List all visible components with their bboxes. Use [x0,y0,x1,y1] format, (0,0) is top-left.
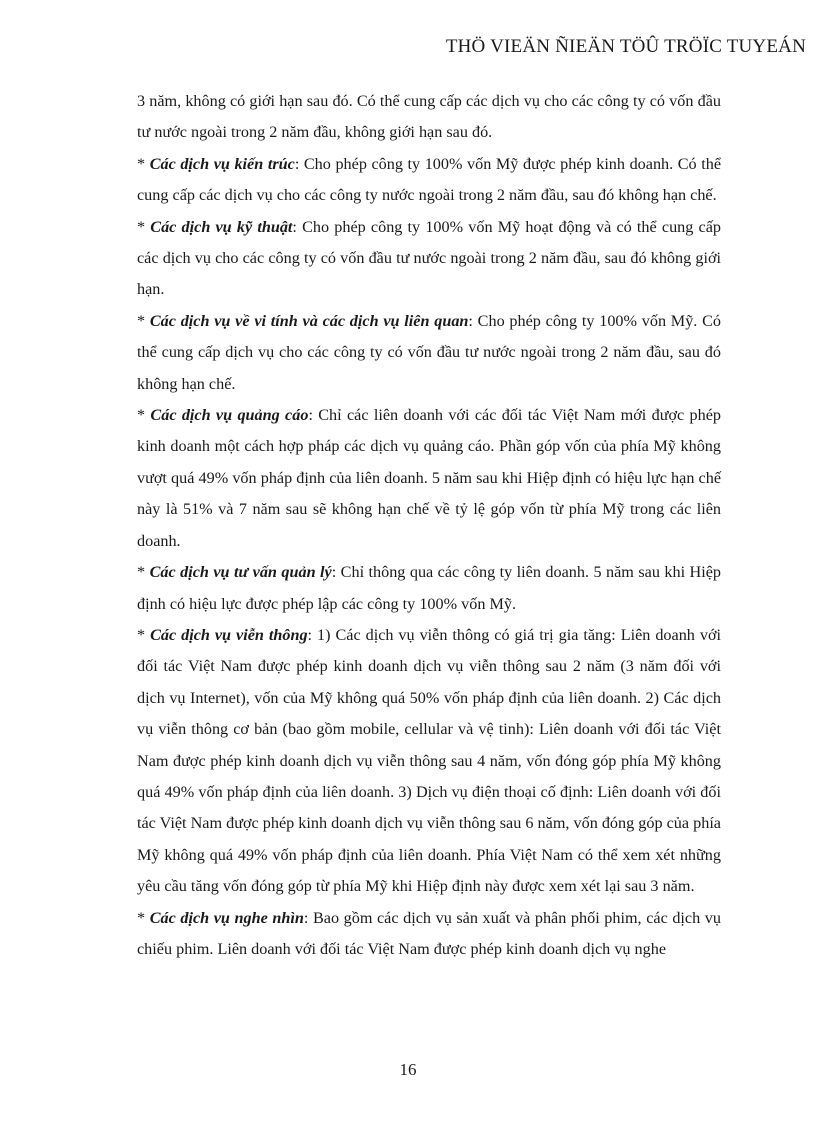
section-heading: Các dịch vụ kỹ thuật [150,217,293,236]
paragraph-continuation [137,86,721,149]
paragraph-text: : 1) Các dịch vụ viễn thông có giá trị gia tăng: Liên doanh với đối tác Việt Nam được phép kinh doanh dịch vụ viễn thông sau 2 năm (3 năm đối với dịch vụ Internet), vốn của Mỹ không quá 50% vốn pháp định của liên doanh. 2) Các dịch vụ viễn thông cơ bản (bao gồm mobile, cellular và vệ tinh): Liên doanh với đối tác Việt Nam được phép kinh doanh dịch vụ viễn thông sau 4 năm, vốn đóng góp phía Mỹ không quá 49% vốn pháp định của liên doanh. 3) Dịch vụ điện thoại cố định: Liên doanh với đối tác Việt Nam được phép kinh doanh dịch vụ viễn thông sau 6 năm, vốn đóng góp của phía Mỹ không quá 49% vốn pháp định của liên doanh. Phía Việt Nam có thể xem xét những yêu cầu tăng vốn đóng góp từ phía Mỹ khi Hiệp định này được xem xét lại sau 3 năm. [137,625,722,896]
bullet-marker: * [137,217,151,236]
paragraph-text: : Bao gồm các dịch vụ sản xuất và phân phối phim, các dịch vụ chiếu phim. Liên doanh với đối tác Việt Nam được phép kinh doanh dịch vụ nghe [137,908,721,958]
section-heading: Các dịch vụ tư vấn quản lý [149,563,332,582]
bullet-marker: * [137,625,151,644]
section-heading: Các dịch vụ về vi tính và các dịch vụ liên quan [149,311,469,330]
paragraph-engineering [137,212,721,306]
section-heading: Các dịch vụ nghe nhìn [149,908,304,927]
section-heading: Các dịch vụ viễn thông [150,625,308,644]
bullet-marker: * [137,154,150,173]
paragraph-text: : Chỉ các liên doanh với các đối tác Việt Nam mới được phép kinh doanh một cách hợp pháp các dịch vụ quảng cáo. Phần góp vốn của phía Mỹ không vượt quá 49% vốn pháp định của liên doanh. 5 năm sau khi Hiệp định có hiệu lực hạn chế này là 51% và 7 năm sau sẽ không hạn chế về tỷ lệ góp vốn từ phía Mỹ trong các liên doanh. [137,406,722,550]
section-heading: Các dịch vụ quảng cáo [150,406,309,425]
bullet-marker: * [137,908,150,927]
paragraph-text: : Cho phép công ty 100% vốn Mỹ được phép kinh doanh. Có thể cung cấp các dịch vụ cho các công ty nước ngoài trong 2 năm đầu, sau đó không hạn chế. [137,154,722,205]
section-heading: Các dịch vụ kiến trúc [149,154,295,173]
paragraph-text: 3 năm, không có giới hạn sau đó. Có thể cung cấp các dịch vụ cho các công ty có vốn đầu tư nước ngoài trong 2 năm đầu, không giới hạn sau đó. [137,92,721,142]
paragraph-advertising [137,400,721,557]
document-body [137,86,721,965]
bullet-marker: * [137,311,150,330]
paragraph-management-consulting [137,557,721,620]
paragraph-text: : Chỉ thông qua các công ty liên doanh. 5 năm sau khi Hiệp định có hiệu lực được phép lập các công ty 100% vốn Mỹ. [137,563,721,613]
paragraph-audiovisual [137,903,721,966]
bullet-marker: * [137,406,151,425]
paragraph-text: : Cho phép công ty 100% vốn Mỹ. Có thể cung cấp dịch vụ cho các công ty có vốn đầu tư nước ngoài trong 2 năm đầu, sau đó không hạn chế. [137,311,721,393]
paragraph-computing [137,306,721,400]
paragraph-telecommunications [137,620,721,903]
bullet-marker: * [137,563,150,582]
paragraph-text: : Cho phép công ty 100% vốn Mỹ hoạt động và có thể cung cấp các dịch vụ cho các công ty có vốn đầu tư nước ngoài trong 2 năm đầu, sau đó không giới hạn. [137,217,722,299]
paragraph-architecture [137,149,721,212]
running-header: THÖ VIEÄN ÑIEÄN TÖÛ TRÖÏC TUYEÁN [445,36,806,57]
page-number: 16 [399,1060,417,1079]
